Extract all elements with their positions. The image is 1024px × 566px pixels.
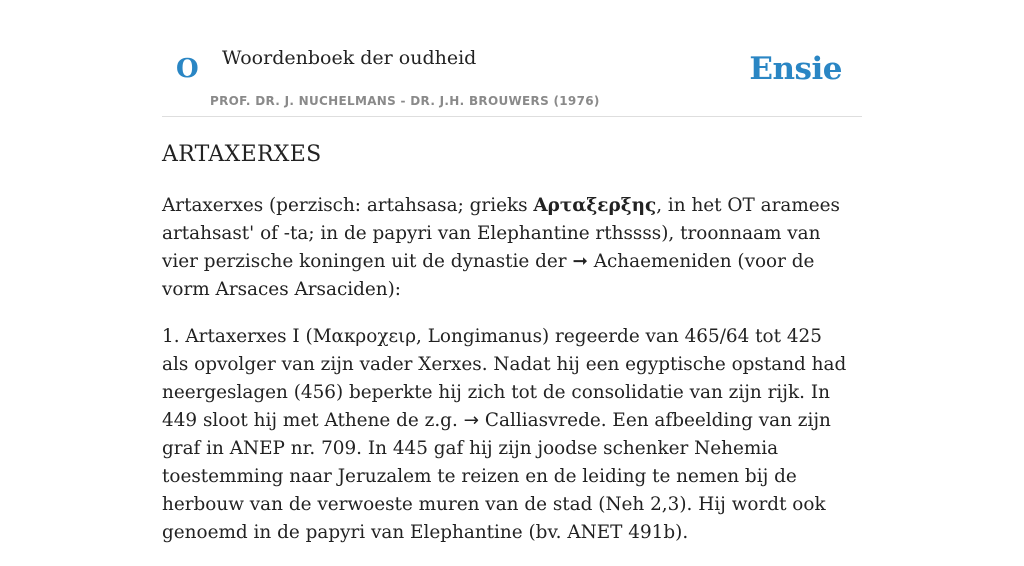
arrow-right-icon: ➞ xyxy=(572,251,588,272)
entry-title: ARTAXERXES xyxy=(162,142,322,167)
item1-text-2: . Een afbeelding van zijn graf in ANEP nr. 709. In 445 gaf hij zijn joodse schenker Nehemia toestemming naar Jeruzalem te reizen en de leiding te nemen bij de herbouw van de verwoeste muren van de stad (Neh 2,3). Hij wordt ook genoemd in de papyri van Elephantine (bv. ANET 491b). xyxy=(162,410,831,543)
item1-text-1: 1. Artaxerxes I (Μακροχειρ, Longimanus) regeerde van 465/64 tot 425 als opvolger van zijn vader Xerxes. Nadat hij een egyptische opstand had neergeslagen (456) beperkte hij zich tot de consolidatie van zijn rijk. In 449 sloot hij met Athene de z.g. xyxy=(162,326,847,431)
entry-item-1-paragraph xyxy=(162,323,854,547)
book-title[interactable]: Woordenboek der oudheid xyxy=(222,47,477,69)
letter-index-link[interactable]: O xyxy=(176,54,199,84)
ensie-logo-link[interactable]: Ensie xyxy=(749,51,842,87)
entry-body xyxy=(162,192,854,566)
greek-name: Αρταξερξης xyxy=(533,195,657,216)
arrow-right-icon: → xyxy=(463,410,480,431)
intro-text-1: Artaxerxes (perzisch: artahsasa; grieks xyxy=(162,195,534,216)
site-header xyxy=(162,0,862,117)
entry-intro-paragraph xyxy=(162,192,854,304)
book-authors: PROF. DR. J. NUCHELMANS - DR. J.H. BROUWERS (1976) xyxy=(210,94,600,108)
calliasvrede-link[interactable] xyxy=(464,410,601,431)
intro-text-2: , in het OT aramees artahsast' of -ta; in de papyri van Elephantine rthssss), troonnaam van vier perzische koningen uit de dynastie der xyxy=(162,195,840,272)
achaemeniden-link[interactable] xyxy=(572,251,731,272)
achaemeniden-link-label: Achaemeniden xyxy=(593,251,732,272)
calliasvrede-link-label: Calliasvrede xyxy=(484,410,601,431)
intro-text-3: (voor de vorm Arsaces Arsaciden): xyxy=(162,251,815,300)
